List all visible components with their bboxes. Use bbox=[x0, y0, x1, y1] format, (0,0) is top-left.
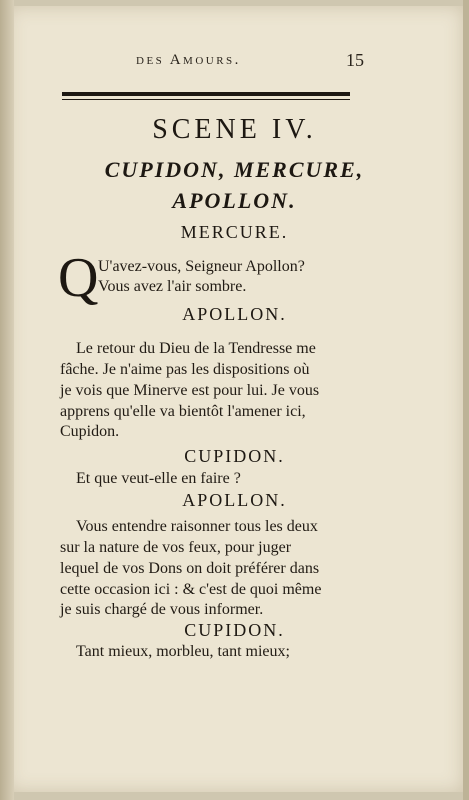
dialogue-line: Cupidon. bbox=[60, 423, 120, 440]
header-rule bbox=[62, 92, 350, 96]
dialogue-line: apprens qu'elle va bientôt l'amener ici, bbox=[60, 403, 306, 420]
dialogue-line: lequel de vos Dons on doit préférer dans bbox=[60, 560, 320, 577]
dialogue-line: Vous entendre raisonner tous les deux bbox=[76, 518, 318, 535]
dialogue-line: Le retour du Dieu de la Tendresse me bbox=[76, 340, 316, 357]
dialogue-line: fâche. Je n'aime pas les dispositions où bbox=[60, 361, 310, 378]
page-header bbox=[0, 52, 469, 72]
dialogue-line: U'avez-vous, Seigneur Apollon? bbox=[98, 258, 305, 275]
page-number: 15 bbox=[346, 50, 364, 70]
header-rule-thin bbox=[62, 99, 350, 100]
dialogue-line: Vous avez l'air sombre. bbox=[98, 278, 247, 295]
speaker-name: MERCURE. bbox=[180, 222, 289, 242]
speaker-name: APOLLON. bbox=[182, 304, 287, 324]
dialogue-line: sur la nature de vos feux, pour juger bbox=[60, 539, 292, 556]
characters-line-1: CUPIDON, MERCURE, bbox=[104, 157, 365, 182]
running-title: des Amours. bbox=[136, 52, 241, 68]
scene-title: SCENE IV. bbox=[152, 114, 317, 145]
dialogue-line: cette occasion ici : & c'est de quoi même bbox=[60, 581, 322, 598]
speaker-name: CUPIDON. bbox=[184, 620, 285, 640]
speaker-name: APOLLON. bbox=[182, 490, 287, 510]
dialogue-line: je vois que Minerve est pour lui. Je vous bbox=[60, 382, 320, 399]
dialogue-line: Tant mieux, morbleu, tant mieux; bbox=[76, 643, 290, 660]
dialogue-line: Et que veut-elle en faire ? bbox=[76, 470, 241, 487]
characters-line-2: APOLLON. bbox=[172, 188, 297, 213]
speaker-name: CUPIDON. bbox=[184, 446, 285, 466]
drop-cap: Q bbox=[58, 247, 99, 309]
dialogue-line: je suis chargé de vous informer. bbox=[60, 601, 264, 618]
